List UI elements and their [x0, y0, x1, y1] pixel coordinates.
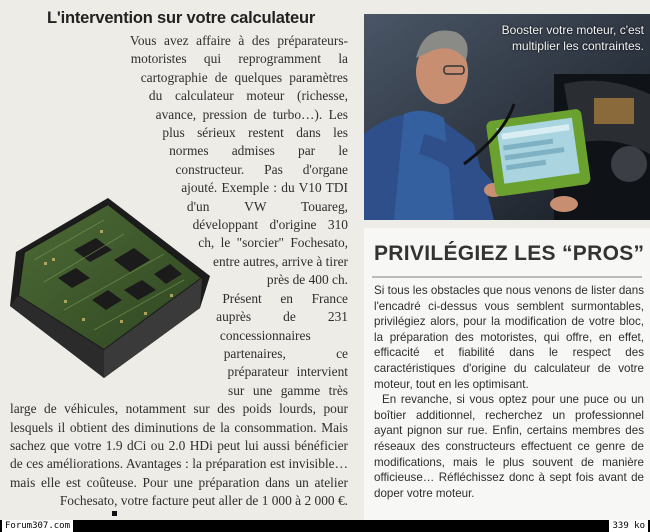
- footer-file-size: 339 ko: [609, 520, 648, 532]
- photo-caption: Booster votre moteur, c'est multiplier les contraintes.: [501, 23, 644, 53]
- left-article-paragraph-1: Vous avez affaire à des préparateurs-motoristes qui reprogramment la cartographie de quelques paramètres du calculateur moteur (richesse, avance, pression de turbo…). Les plus sérieux restent dans les normes admises par le constructeur. Pas d'organe ajouté. Exemple : du V10 TDI d'un VW Touareg, développant d'origine 310 ch, le "sorcier" Fochesato, entre autres, arrive à tirer près de 400 ch.: [10, 32, 348, 290]
- mechanic-photo: [364, 14, 650, 220]
- footer-bar: [0, 520, 650, 532]
- box-paragraph-1: Si tous les obstacles que nous venons de lister dans l'encadré ci-dessus vous semblent surmontables, privilégiez alors, pour la modification de votre bloc, la préparation des motoristes, qui offre, en effet, efficacité et fiabilité dans le respect des caractéristiques d'origine du calculateur de votre moteur, tout en les optimisant.: [374, 284, 644, 391]
- box-body: [374, 283, 644, 501]
- left-article-paragraph-2: Présent en France auprès de 231 concessionnaires partenaires, ce préparateur intervient sur une gamme très large de véhicules, notamment sur des poids lourds, pour lesquels il obtient des diminutions de la consommation. Mais sachez que votre 1.9 dCi ou 2.0 HDi peut lui aussi bénéficier de ces améliorations. Avantages : la préparation est invisible… mais elle est coûteuse. Pour une préparation dans un atelier Fochesato, votre facture peut aller de 1 000 à 2 000 €.: [10, 290, 348, 509]
- box-title-divider: [372, 276, 642, 278]
- box-title: PRIVILÉGIEZ LES “PROS”: [374, 242, 645, 265]
- ecu-chip-image: [4, 190, 214, 385]
- box-paragraph-2: En revanche, si vous optez pour une puce ou un boîtier additionnel, recherchez un professionnel ayant pignon sur rue. Enfin, certains membres des réseaux des constructeurs effectuent ce genre de modifications, mais le plus souvent de manière officieuse… Réfléchissez donc à sept fois avant de doper votre moteur.: [374, 393, 644, 500]
- footer-source: Forum307.com: [2, 520, 73, 532]
- end-of-article-mark: [112, 511, 117, 516]
- pros-sidebar-box: [364, 228, 650, 524]
- left-article-paragraph-1-end: près de 400 ch.: [266, 272, 348, 288]
- left-article-title: L'intervention sur votre calculateur: [47, 9, 316, 27]
